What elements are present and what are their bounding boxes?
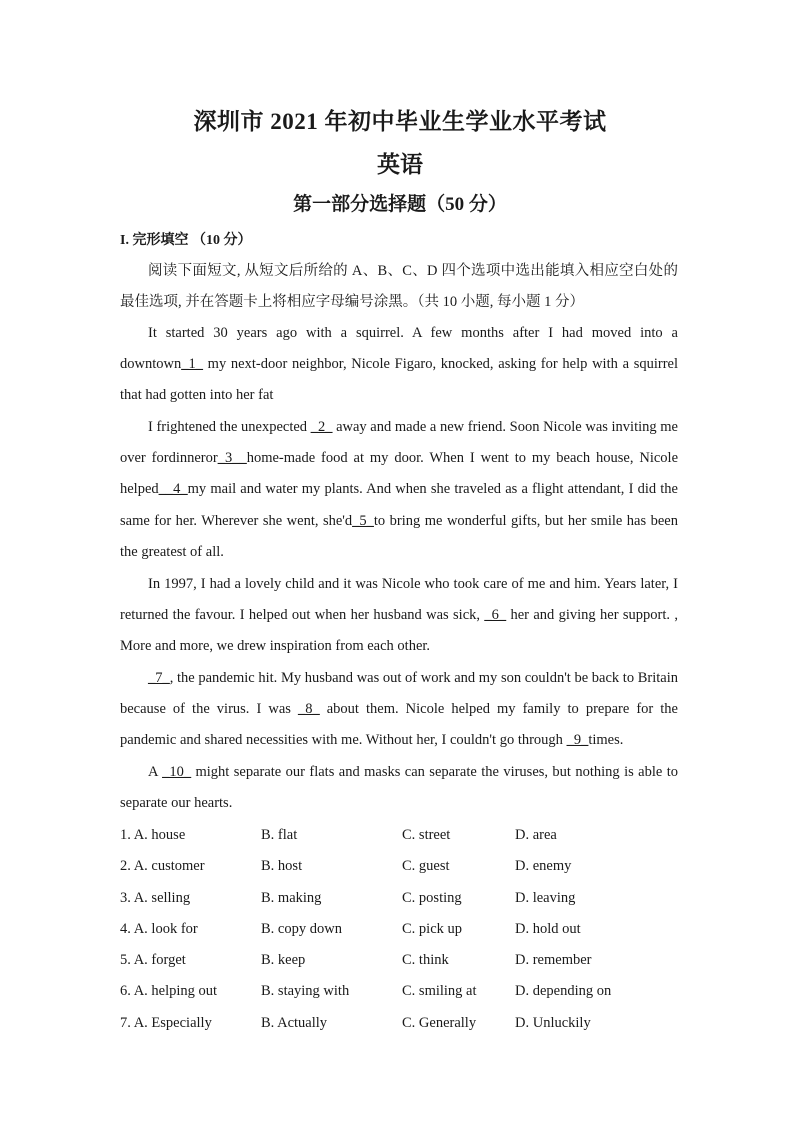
passage-text: her and giving her support. , More and more, we drew inspiration from each other. (120, 607, 678, 655)
option-b: B. staying with (261, 983, 350, 1000)
option-a: 4. A. look for (120, 920, 198, 937)
option-b: B. keep (261, 952, 306, 969)
option-a: 5. A. forget (120, 952, 186, 969)
option-c: C. think (402, 952, 449, 969)
passage-paragraph (120, 412, 678, 568)
passage-text: It started 30 years ago with a squirrel. A few months after I had moved into a downtown (120, 325, 678, 373)
passage-text: about them. Nicole helped my family to prepare for the pandemic and shared necessities with me. Without her, I couldn't go through (120, 701, 678, 749)
blank-9: _9_ (566, 732, 589, 749)
option-d: D. area (515, 827, 557, 843)
instructions: 阅读下面短文, 从短文后所给的 A、B、C、D 四个选项中选出能填入相应空白处的最佳选项, 并在答题卡上将相应字母编号涂黑。（共 10 小题, 每小题 1 分） (120, 263, 678, 311)
option-b: B. copy down (261, 920, 342, 937)
passage-text: my next-door neighbor, Nicole Figaro, knocked, asking for help with a squirrel that had gotten into her fat (120, 356, 678, 404)
blank-4: __4_ (158, 481, 188, 498)
section-heading: I. 完形填空 （10 分） (120, 233, 252, 248)
option-b: B. host (261, 858, 303, 875)
option-c: C. street (402, 827, 451, 843)
passage-text: I frightened the unexpected (148, 419, 311, 435)
blank-7: _7_ (148, 670, 170, 686)
option-a: 1. A. house (120, 827, 186, 843)
option-c: C. smiling at (402, 983, 477, 1000)
option-c: C. guest (402, 858, 450, 875)
option-c: C. posting (402, 889, 462, 906)
option-row (120, 820, 680, 851)
passage-text: , the pandemic hit. My husband was out of work and my son couldn't be back to Britain because of the virus. I was (120, 670, 678, 718)
option-d: D. leaving (515, 889, 576, 906)
option-d: D. remember (515, 952, 592, 969)
option-b: B. flat (261, 827, 298, 843)
option-a: 2. A. customer (120, 858, 205, 875)
passage-text: home-made food at my door. When I went to my beach house, Nicole helped (120, 450, 679, 498)
passage-text: my mail and water my plants. And when she traveled as a flight attendant, I did the same for her. Wherever she went, she'd (120, 481, 678, 529)
exam-title: 深圳市 2021 年初中毕业生学业水平考试 (193, 109, 607, 134)
option-d: D. depending on (515, 983, 612, 1000)
blank-8: _8_ (297, 701, 320, 718)
answer-options (120, 820, 680, 1039)
blank-10: _10_ (162, 764, 192, 780)
option-row (120, 976, 680, 1007)
blank-1: _1_ (181, 356, 203, 373)
passage-paragraph (120, 569, 678, 663)
passage-text: away and made a new friend. Soon Nicole was inviting me over fordinneror (120, 419, 678, 467)
passage-paragraph (120, 757, 678, 819)
blank-3: _3__ (217, 450, 247, 467)
option-row (120, 945, 680, 976)
option-row (120, 883, 680, 914)
part-title: 第一部分选择题（50 分） (293, 194, 507, 215)
blank-2: _2_ (310, 419, 333, 435)
passage-text: might separate our flats and masks can separate the viruses, but nothing is able to separate our hearts. (120, 764, 679, 812)
option-b: B. Actually (261, 1014, 328, 1031)
option-c: C. Generally (402, 1014, 477, 1031)
option-a: 6. A. helping out (120, 983, 218, 1000)
option-c: C. pick up (402, 920, 463, 937)
option-row (120, 914, 680, 945)
option-row (120, 851, 680, 882)
option-a: 3. A. selling (120, 889, 191, 906)
passage-text: times. (588, 732, 624, 749)
blank-5: _5_ (352, 512, 374, 529)
option-d: D. enemy (515, 858, 572, 875)
option-d: D. hold out (515, 920, 581, 937)
blank-6: _6_ (484, 607, 507, 624)
option-a: 7. A. Especially (120, 1014, 212, 1031)
option-d: D. Unluckily (515, 1014, 591, 1031)
passage-paragraph (120, 318, 678, 412)
passage-paragraph (120, 663, 678, 757)
option-b: B. making (261, 889, 322, 906)
passage-text: A (148, 764, 163, 780)
subject-title: 英语 (377, 152, 423, 177)
passage-text: In 1997, I had a lovely child and it was Nicole who took care of me and him. Years later, I returned the favour. I helped out when her husband was sick, (120, 576, 678, 624)
option-row (120, 1008, 680, 1039)
passage-text: to bring me wonderful gifts, but her smile has been the greatest of all. (120, 512, 678, 560)
